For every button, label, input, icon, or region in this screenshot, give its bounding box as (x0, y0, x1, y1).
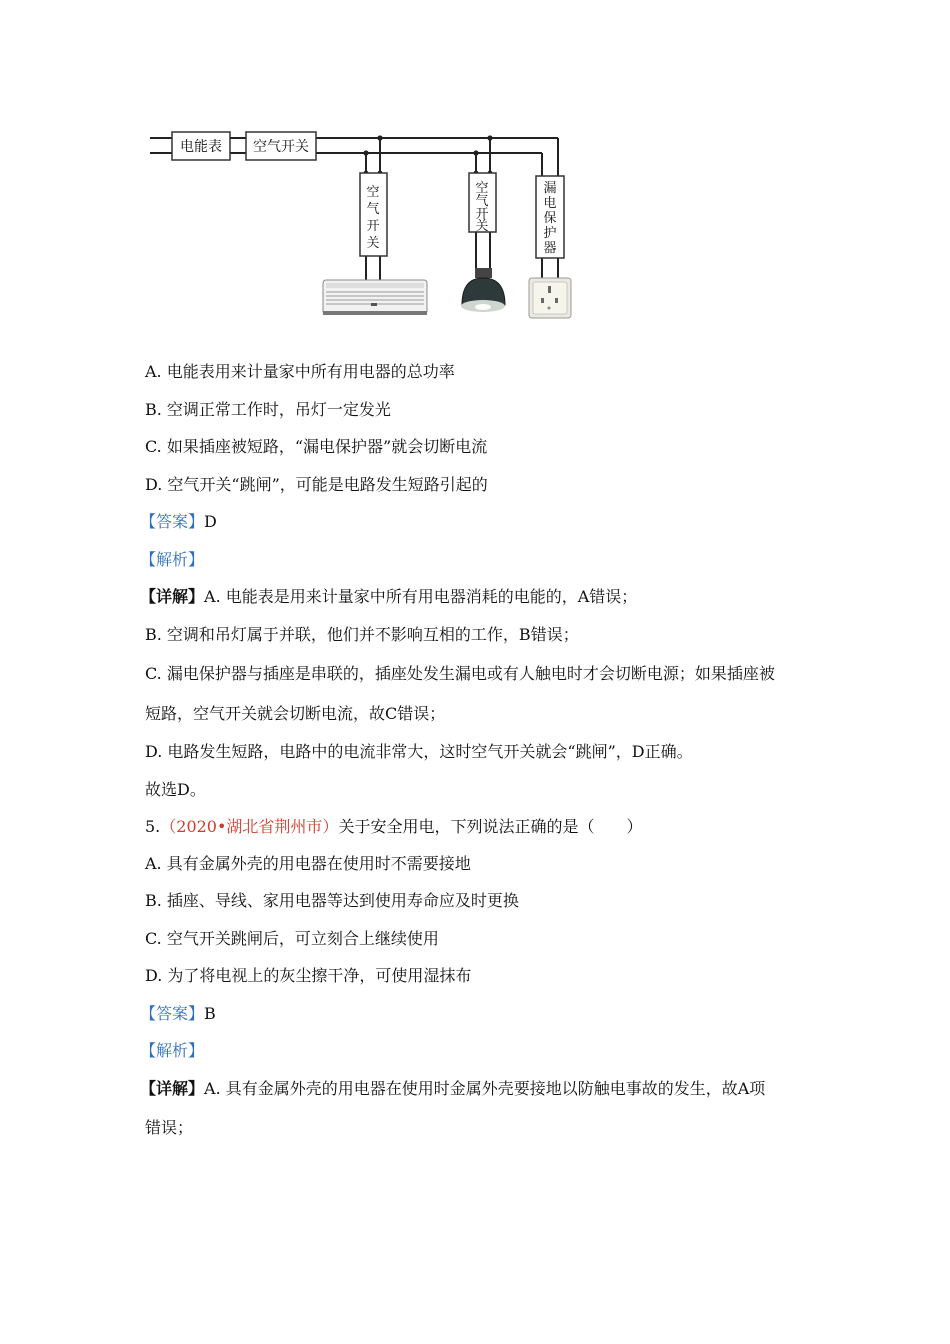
detail-text: A. 电能表是用来计量家中所有用电器消耗的电能的，A错误； (204, 587, 638, 606)
q4-option-d: D. 空气开关“跳闸”，可能是电路发生短路引起的 (145, 475, 488, 494)
main-switch-label: 空气开关 (253, 139, 309, 155)
branch1-char-3: 开 (366, 219, 380, 234)
branch3-char-1: 漏 (543, 181, 557, 196)
q5-option-d: D. 为了将电视上的灰尘擦干净，可使用湿抹布 (145, 966, 472, 985)
branch3-char-2: 电 (543, 196, 557, 211)
q5-answer (140, 1004, 216, 1024)
branch2-char-1: 空 (475, 181, 489, 196)
branch2-char-2: 气 (475, 194, 489, 209)
branch2-char-4: 关 (475, 219, 489, 234)
answer-tag: 【答案】 (140, 512, 205, 531)
q4-detail-line-5: D. 电路发生短路，电路中的电流非常大，这时空气开关就会“跳闸”，D正确。 (145, 742, 693, 761)
answer-value: B (204, 1004, 216, 1023)
q5-option-a: A. 具有金属外壳的用电器在使用时不需要接地 (145, 854, 471, 873)
q4-conclusion: 故选D。 (145, 780, 206, 799)
branch3-char-5: 器 (543, 241, 557, 256)
q5-option-c: C. 空气开关跳闸后，可立刻合上继续使用 (145, 929, 439, 948)
question-source: （2020•湖北省荆州市） (160, 817, 339, 836)
q5-option-b: B. 插座、导线、家用电器等达到使用寿命应及时更换 (145, 891, 519, 910)
analysis-tag: 【解析】 (140, 1041, 205, 1060)
wall-socket-icon (529, 278, 571, 318)
circuit-diagram (140, 120, 590, 330)
branch2-char-3: 开 (475, 207, 489, 222)
q4-option-c: C. 如果插座被短路，“漏电保护器”就会切断电流 (145, 437, 488, 456)
answer-value: D (204, 512, 217, 531)
pendant-lamp-icon (461, 268, 505, 312)
q4-detail-line-3: C. 漏电保护器与插座是串联的，插座处发生漏电或有人触电时才会切断电源；如果插座被 (145, 664, 775, 683)
q4-detail-line-4: 短路，空气开关就会切断电流，故C错误； (145, 704, 446, 723)
q4-detail-line-1 (140, 587, 637, 607)
q4-detail-line-2: B. 空调和吊灯属于并联，他们并不影响互相的工作，B错误； (145, 625, 579, 644)
detail-tag: 【详解】 (140, 1079, 205, 1098)
q4-option-b: B. 空调正常工作时，吊灯一定发光 (145, 400, 391, 419)
q4-option-a: A. 电能表用来计量家中所有用电器的总功率 (145, 362, 455, 381)
answer-tag: 【答案】 (140, 1004, 205, 1023)
detail-text: A. 具有金属外壳的用电器在使用时金属外壳要接地以防触电事故的发生，故A项 (204, 1079, 766, 1098)
detail-tag: 【详解】 (140, 587, 205, 606)
air-conditioner-icon (323, 280, 427, 315)
q5-detail-line-2: 错误； (145, 1118, 194, 1137)
branch1-char-2: 气 (366, 202, 380, 217)
q4-answer (140, 512, 217, 532)
q5-analysis-heading (140, 1041, 204, 1061)
question-number: 5. (145, 817, 161, 836)
branch1-char-4: 关 (366, 236, 380, 251)
q4-analysis-heading (140, 550, 204, 570)
meter-label: 电能表 (180, 139, 222, 155)
q5-detail-line-1 (140, 1079, 765, 1099)
question-text: 关于安全用电，下列说法正确的是（ ） (338, 817, 643, 836)
branch3-char-4: 护 (543, 226, 557, 241)
branch1-char-1: 空 (366, 185, 380, 200)
branch3-char-3: 保 (543, 211, 557, 226)
q5-stem (145, 817, 642, 837)
analysis-tag: 【解析】 (140, 550, 205, 569)
